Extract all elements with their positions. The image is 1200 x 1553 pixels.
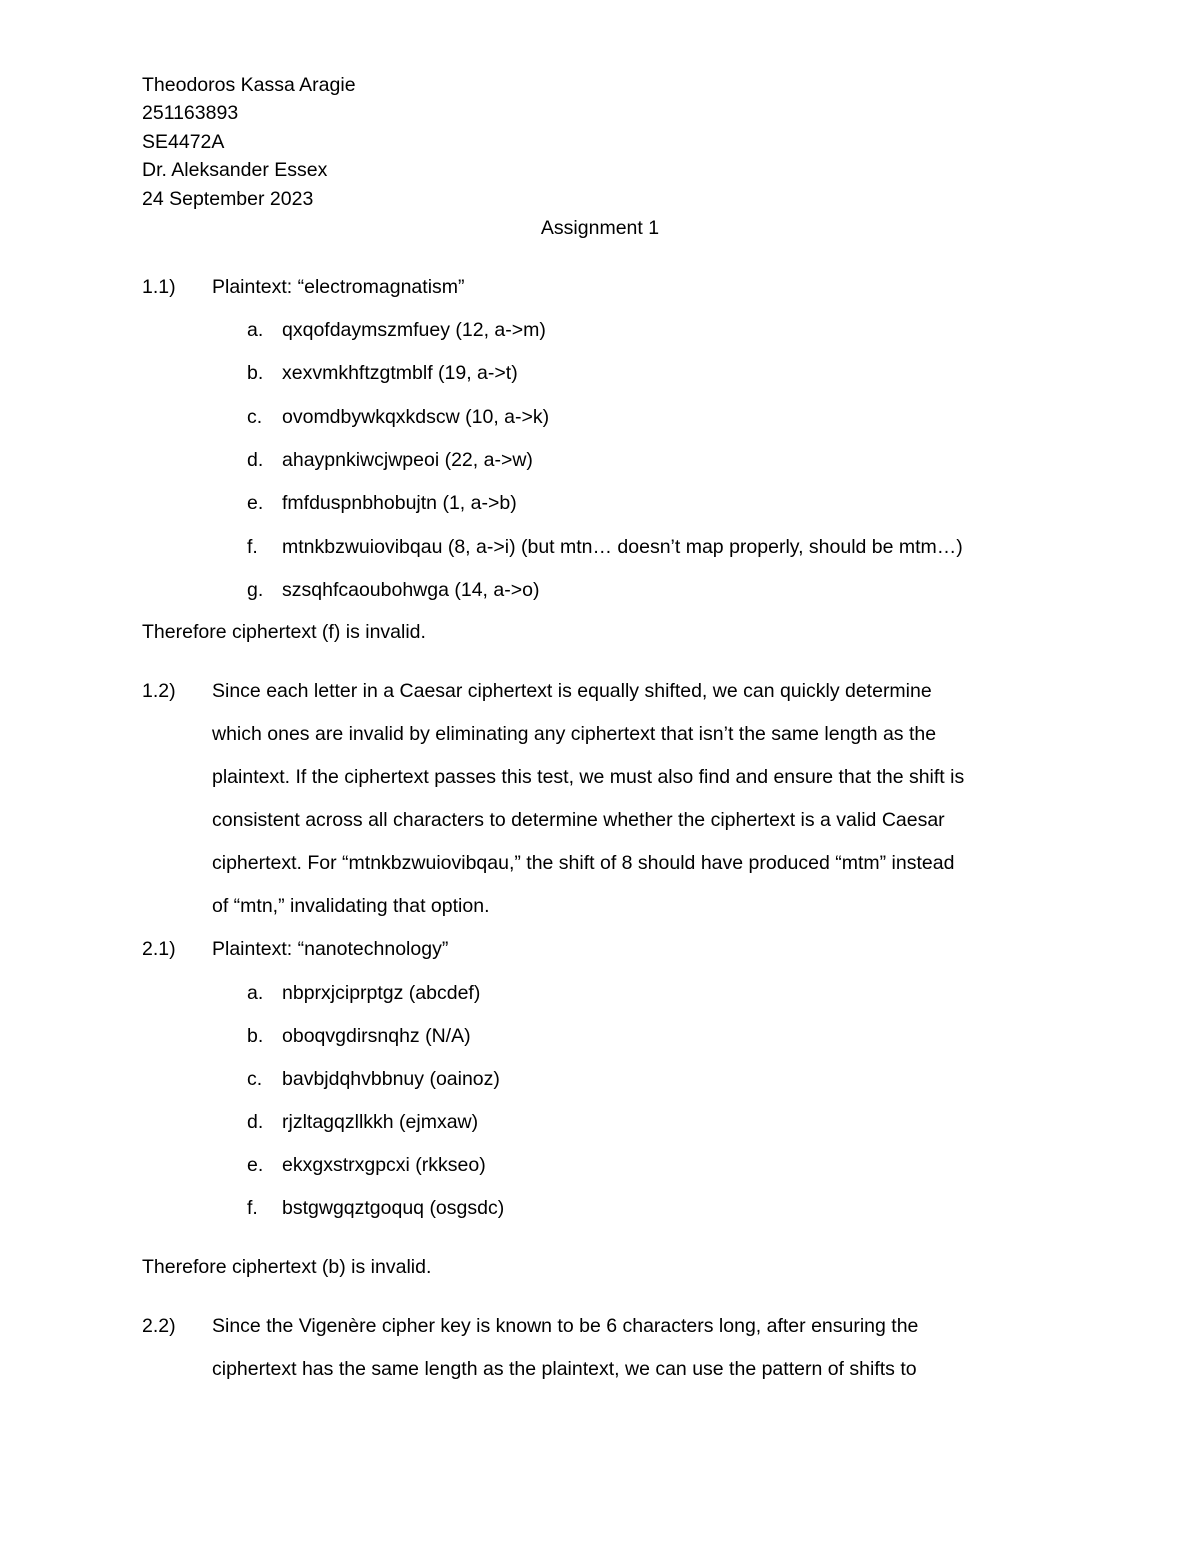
list-item-letter: b. — [247, 362, 264, 384]
answer-line-1-2: which ones are invalid by eliminating any ciphertext that isn’t the same length as the — [212, 723, 937, 745]
list-item-text: bavbjdqhvbbnuy (oainoz) — [282, 1068, 500, 1090]
list-item-letter: a. — [247, 319, 264, 341]
question-number-2-2: 2.2) — [142, 1315, 176, 1337]
list-item-text: mtnkbzwuiovibqau (8, a->i) (but mtn… doesn’t map properly, should be mtm…) — [282, 536, 963, 558]
list-item-text: xexvmkhftzgtmblf (19, a->t) — [282, 362, 518, 384]
list-item-text: ahaypnkiwcjwpeoi (22, a->w) — [282, 449, 533, 471]
list-item-letter: c. — [247, 1068, 263, 1090]
question-prompt-1-1: Plaintext: “electromagnatism” — [212, 276, 465, 298]
list-item-text: qxqofdaymszmfuey (12, a->m) — [282, 319, 546, 341]
list-item-letter: c. — [247, 406, 263, 428]
list-item-letter: b. — [247, 1025, 264, 1047]
question-number-1-1: 1.1) — [142, 276, 176, 298]
page-title: Assignment 1 — [540, 217, 660, 239]
answer-line-1-2: of “mtn,” invalidating that option. — [212, 895, 490, 917]
course-code: SE4472A — [142, 131, 225, 153]
list-item-letter: e. — [247, 1154, 264, 1176]
answer-line-2-2: ciphertext has the same length as the plaintext, we can use the pattern of shifts to — [212, 1358, 917, 1380]
list-item-letter: f. — [247, 1197, 258, 1219]
list-item-letter: a. — [247, 982, 264, 1004]
instructor-name: Dr. Aleksander Essex — [142, 159, 328, 181]
question-number-2-1: 2.1) — [142, 938, 176, 960]
conclusion-1-1: Therefore ciphertext (f) is invalid. — [142, 621, 426, 643]
list-item-letter: g. — [247, 579, 264, 601]
question-number-1-2: 1.2) — [142, 680, 176, 702]
answer-line-1-2: Since each letter in a Caesar ciphertext is equally shifted, we can quickly determine — [212, 680, 932, 702]
list-item-letter: d. — [247, 1111, 264, 1133]
list-item-text: ovomdbywkqxkdscw (10, a->k) — [282, 406, 550, 428]
list-item-text: szsqhfcaoubohwga (14, a->o) — [282, 579, 540, 601]
list-item-text: fmfduspnbhobujtn (1, a->b) — [282, 492, 517, 514]
list-item-text: nbprxjciprptgz (abcdef) — [282, 982, 481, 1004]
conclusion-2-1: Therefore ciphertext (b) is invalid. — [142, 1256, 432, 1278]
submission-date: 24 September 2023 — [142, 188, 314, 210]
list-item-letter: d. — [247, 449, 264, 471]
answer-line-1-2: ciphertext. For “mtnkbzwuiovibqau,” the shift of 8 should have produced “mtm” instead — [212, 852, 955, 874]
list-item-letter: f. — [247, 536, 258, 558]
answer-line-2-2: Since the Vigenère cipher key is known to be 6 characters long, after ensuring the — [212, 1315, 919, 1337]
list-item-letter: e. — [247, 492, 264, 514]
list-item-text: rjzltagqzllkkh (ejmxaw) — [282, 1111, 479, 1133]
author-name: Theodoros Kassa Aragie — [142, 74, 356, 96]
student-id: 251163893 — [142, 102, 239, 124]
list-item-text: bstgwgqztgoquq (osgsdc) — [282, 1197, 505, 1219]
answer-line-1-2: plaintext. If the ciphertext passes this test, we must also find and ensure that the shift is — [212, 766, 965, 788]
list-item-text: oboqvgdirsnqhz (N/A) — [282, 1025, 471, 1047]
answer-line-1-2: consistent across all characters to determine whether the ciphertext is a valid Caesar — [212, 809, 945, 831]
list-item-text: ekxgxstrxgpcxi (rkkseo) — [282, 1154, 486, 1176]
question-prompt-2-1: Plaintext: “nanotechnology” — [212, 938, 449, 960]
